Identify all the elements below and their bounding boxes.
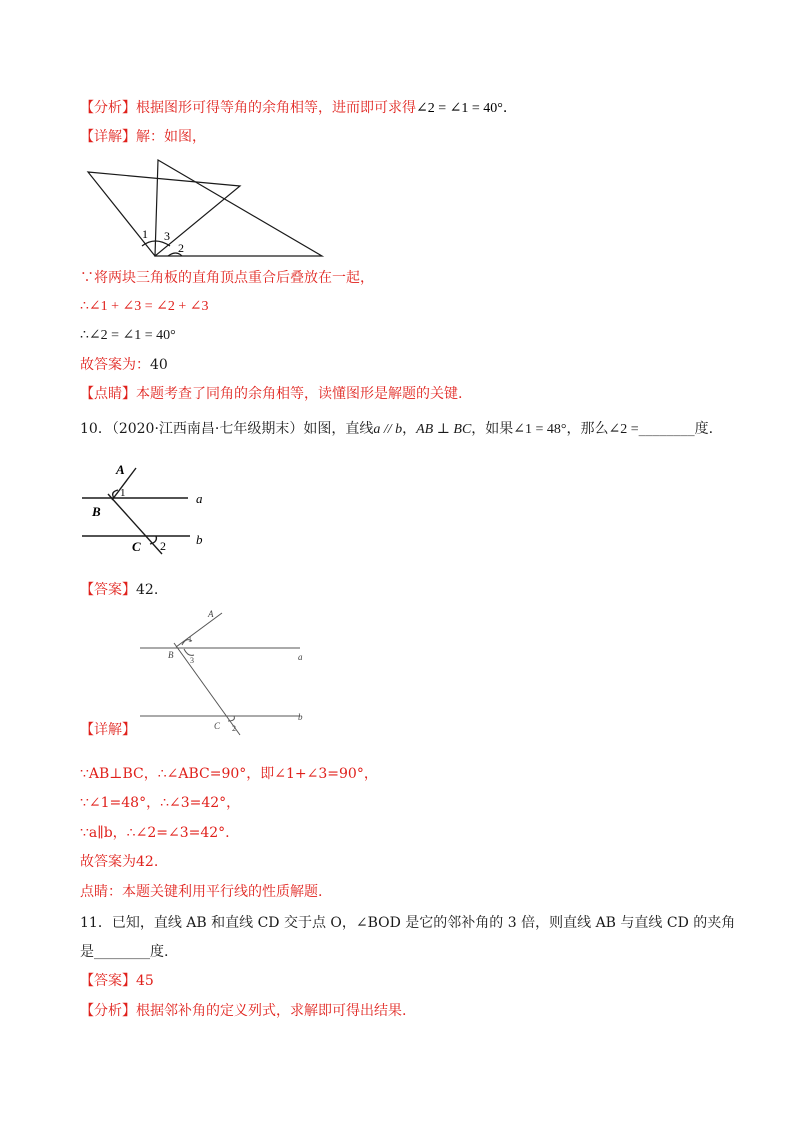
fig3-label-2: 2 [232, 724, 236, 733]
answer-10-tag: 【答案】 [80, 582, 136, 598]
analysis-math: ∠2 = ∠1 = 40° [416, 101, 503, 116]
fig2-label-a: a [196, 491, 203, 506]
detail-10-tag: 【详解】 [80, 722, 136, 738]
fig1-label-1: 1 [142, 227, 148, 241]
parallel-figure-1 [80, 458, 220, 558]
fig1-label-2: 2 [178, 241, 184, 255]
analysis-line [80, 98, 507, 119]
q10-part-e: 度. [694, 421, 714, 437]
fig1-label-3: 3 [164, 229, 170, 243]
analysis-tag: 【分析】 [80, 100, 136, 116]
detail-tag: 【详解】 [80, 129, 136, 145]
q10-part-d: ，那么 [566, 421, 609, 437]
therefore-line-2: ∴∠2 = ∠1 = 40° [80, 328, 176, 343]
question-11-line-1: 11．已知，直线 AB 和直线 CD 交于点 O，∠BOD 是它的邻补角的 3 倍，则直线 AB 与直线 CD 的夹角 [80, 915, 736, 931]
answer-text: 故答案为： [80, 357, 150, 373]
fig2-label-1: 1 [120, 487, 126, 499]
q10-math-4: ∠2 = [608, 422, 639, 437]
analysis-text: 根据图形可得等角的余角相等，进而即可求得 [136, 100, 416, 116]
q10-blank: ________ [638, 421, 695, 437]
fig2-label-2: 2 [160, 539, 166, 553]
analysis-11: 【分析】根据邻补角的定义列式，求解即可得出结果. [80, 1003, 407, 1019]
remark-line: 【点睛】本题考查了同角的余角相等，读懂图形是解题的关键. [80, 386, 463, 402]
fig3-label-a: a [298, 652, 303, 662]
fig2-label-B: B [92, 504, 101, 519]
q10-part-b: ， [402, 421, 417, 437]
fig3-label-1: 1 [188, 635, 192, 644]
q10-math-3: ∠1 = 48° [513, 422, 567, 437]
given-line: ∵将两块三角板的直角顶点重合后叠放在一起， [80, 270, 374, 286]
fig3-label-A: A [208, 609, 214, 619]
answer-10-value: 42. [136, 582, 159, 598]
parallel-figure-2 [140, 605, 320, 740]
fig3-label-3: 3 [190, 656, 194, 665]
solution-step-1: ∵AB⊥BC，∴∠ABC=90°，即∠1+∠3=90°， [80, 766, 378, 782]
answer-line [80, 355, 168, 375]
detail-line [80, 127, 206, 147]
solution-step-4: 故答案为42. [80, 854, 159, 870]
fig2-label-C: C [132, 539, 141, 554]
fig2-label-A: A [116, 462, 125, 477]
fig3-label-B: B [168, 650, 174, 660]
question-11-line-2: 是________度. [80, 944, 169, 960]
question-10 [80, 419, 713, 440]
q10-part-c: ，如果 [471, 421, 514, 437]
q10-part-a: 10．（2020·江西南昌·七年级期末）如图，直线 [80, 421, 374, 437]
fig3-label-b: b [298, 712, 303, 722]
q10-math-2: AB ⊥ BC [416, 422, 472, 437]
fig3-label-C: C [214, 721, 221, 731]
solution-step-2: ∵∠1=48°，∴∠3=42°， [80, 795, 241, 811]
solution-step-3: ∵a∥b，∴∠2=∠3=42°. [80, 825, 230, 841]
triangles-figure [80, 152, 330, 262]
q10-math-1: a // b [373, 422, 403, 437]
therefore-line-1: ∴∠1 + ∠3 = ∠2 + ∠3 [80, 299, 209, 314]
detail-text: 解：如图， [136, 129, 206, 145]
answer-value: 40 [150, 357, 168, 373]
solution-remark: 点睛：本题关键利用平行线的性质解题. [80, 884, 323, 900]
fig2-label-b: b [196, 532, 203, 547]
answer-11: 【答案】45 [80, 973, 154, 989]
analysis-end: . [502, 100, 508, 116]
answer-10 [80, 580, 158, 600]
